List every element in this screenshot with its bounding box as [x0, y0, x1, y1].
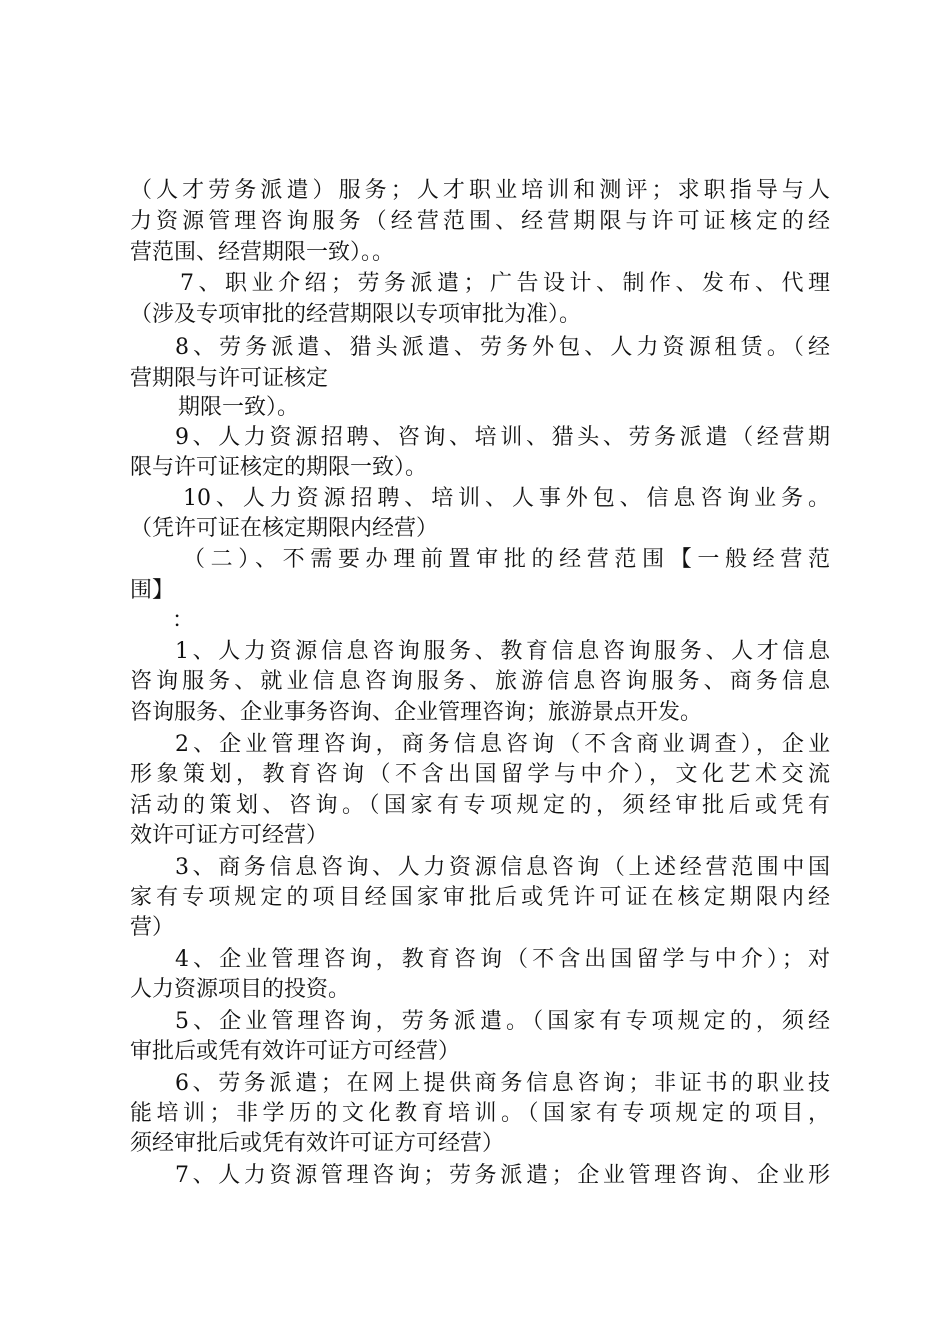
text-line: （人才劳务派遣）服务；人才职业培训和测评；求职指导与人	[130, 178, 830, 203]
text-line: 期限一致）。	[178, 395, 300, 420]
text-line: 效许可证方可经营）	[130, 823, 329, 848]
list-item-7b: 7、人力资源管理咨询；劳务派遣；企业管理咨询、企业形	[175, 1163, 830, 1188]
text-line: 活动的策划、咨询。（国家有专项规定的，须经审批后或凭有	[130, 793, 830, 818]
text-line: 形象策划，教育咨询（不含出国留学与中介），文化艺术交流	[130, 762, 830, 787]
list-item-10: 10、人力资源招聘、培训、人事外包、信息咨询业务。	[183, 486, 830, 511]
text-line: 力资源管理咨询服务（经营范围、经营期限与许可证核定的经	[130, 209, 830, 234]
text-line: （涉及专项审批的经营期限以专项审批为准）。	[130, 302, 582, 327]
colon-line: ：	[172, 608, 195, 633]
text-line: 营期限与许可证核定	[130, 366, 329, 391]
text-line: 能培训；非学历的文化教育培训。（国家有专项规定的项目，	[130, 1101, 830, 1126]
list-item-7: 7、职业介绍；劳务派遣；广告设计、制作、发布、代理	[180, 271, 830, 296]
list-item-5: 5、企业管理咨询，劳务派遣。（国家有专项规定的，须经	[175, 1009, 830, 1034]
text-line: 人力资源项目的投资。	[130, 977, 351, 1002]
section-heading: （二）、不需要办理前置审批的经营范围【一般经营范	[183, 547, 830, 572]
text-line: 审批后或凭有效许可证方可经营）	[130, 1039, 461, 1064]
text-line: 咨询服务、企业事务咨询、企业管理咨询；旅游景点开发。	[130, 700, 703, 725]
text-line: 咨询服务、就业信息咨询服务、旅游信息咨询服务、商务信息	[130, 669, 830, 694]
list-item-6: 6、劳务派遣；在网上提供商务信息咨询；非证书的职业技	[175, 1071, 830, 1096]
text-line: （凭许可证在核定期限内经营）	[130, 516, 439, 541]
list-item-8: 8、劳务派遣、猎头派遣、劳务外包、人力资源租赁。（经	[175, 335, 830, 360]
list-item-9: 9、人力资源招聘、咨询、培训、猎头、劳务派遣（经营期	[175, 425, 830, 450]
text-line: 营范围、经营期限一致）。。	[130, 240, 395, 265]
list-item-3: 3、商务信息咨询、人力资源信息咨询（上述经营范围中国	[175, 855, 830, 880]
text-line: 须经审批后或凭有效许可证方可经营）	[130, 1131, 505, 1156]
text-line: 家有专项规定的项目经国家审批后或凭许可证在核定期限内经	[130, 885, 830, 910]
text-line: 限与许可证核定的期限一致）。	[130, 455, 428, 480]
list-item-4: 4、企业管理咨询，教育咨询（不含出国留学与中介）；对	[175, 947, 830, 972]
text-line: 营）	[130, 915, 175, 940]
section-heading-cont: 围】	[130, 578, 175, 603]
list-item-2: 2、企业管理咨询，商务信息咨询（不含商业调查），企业	[175, 732, 830, 757]
list-item-1: 1、人力资源信息咨询服务、教育信息咨询服务、人才信息	[175, 639, 830, 664]
